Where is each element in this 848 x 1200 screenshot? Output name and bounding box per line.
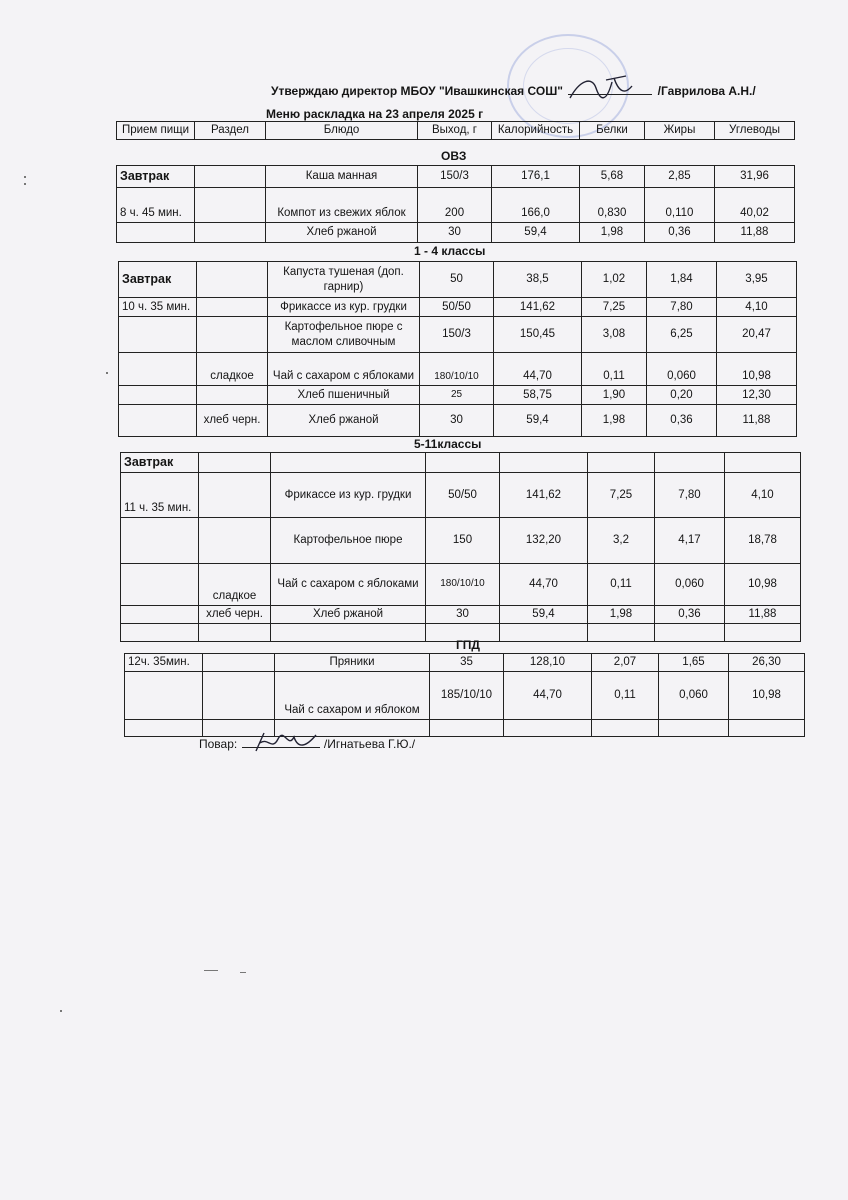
table-row <box>121 453 801 473</box>
dish-name: Фрикассе из кур. грудки <box>268 298 420 317</box>
table-ovz <box>116 165 795 243</box>
table-grades-5-11 <box>120 452 801 642</box>
scan-speck <box>240 972 246 973</box>
col-protein: Белки <box>580 122 645 140</box>
director-name: /Гаврилова А.Н./ <box>657 84 756 98</box>
section-label: сладкое <box>199 564 271 606</box>
table-row: Картофельное пюре с маслом сливочным 150/3 150,45 3,08 6,25 20,47 <box>119 317 797 353</box>
section-title-ovz: ОВЗ <box>441 149 467 163</box>
table-row: Завтрак Капуста тушеная (доп. гарнир) 50 38,5 1,02 1,84 3,95 <box>119 262 797 298</box>
section-label: хлеб черн. <box>199 606 271 624</box>
dish-name: Хлеб пшеничный <box>268 386 420 405</box>
section-label: сладкое <box>197 353 268 386</box>
table-row: 8 ч. 45 мин. Компот из свежих яблок 200 166,0 0,830 0,110 40,02 <box>117 188 795 223</box>
dish-name: Каша манная <box>266 166 418 188</box>
scan-speck <box>24 176 26 178</box>
cook-name: /Игнатьева Г.Ю./ <box>323 737 416 751</box>
dish-name: Чай с сахаром с яблоками <box>268 353 420 386</box>
col-yield: Выход, г <box>418 122 492 140</box>
dish-name: Хлеб ржаной <box>271 606 426 624</box>
col-section: Раздел <box>195 122 266 140</box>
dish-name: Чай с сахаром и яблоком <box>275 672 430 720</box>
col-kcal: Калорийность <box>492 122 580 140</box>
column-header-table <box>116 121 795 140</box>
col-fat: Жиры <box>645 122 715 140</box>
scan-speck <box>204 970 218 971</box>
section-title-grades-5-11: 5-11классы <box>414 437 482 451</box>
table-row: Хлеб ржаной 30 59,4 1,98 0,36 11,88 <box>117 223 795 243</box>
scan-speck <box>60 1010 62 1012</box>
dish-name: Фрикассе из кур. грудки <box>271 473 426 518</box>
table-row: сладкое Чай с сахаром с яблоками 180/10/10 44,70 0,11 0,060 10,98 <box>121 564 801 606</box>
cook-label: Повар: <box>199 737 238 751</box>
table-row: сладкое Чай с сахаром с яблоками 180/10/10 44,70 0,11 0,060 10,98 <box>119 353 797 386</box>
page-title: Меню раскладка на 23 апреля 2025 г <box>266 107 484 121</box>
section-title-grades-1-4: 1 - 4 классы <box>414 244 486 258</box>
col-carbs: Углеводы <box>715 122 795 140</box>
table-grades-1-4 <box>118 261 797 437</box>
meal-label: Завтрак <box>121 453 199 473</box>
dish-name: Хлеб ржаной <box>268 405 420 437</box>
cook-signature <box>250 729 320 757</box>
dish-name: Пряники <box>275 654 430 672</box>
director-signature <box>566 74 636 106</box>
table-row: Хлеб пшеничный 25 58,75 1,90 0,20 12,30 <box>119 386 797 405</box>
table-row <box>125 720 805 737</box>
section-title-gpd: ГПД <box>456 638 480 652</box>
meal-time: 10 ч. 35 мин. <box>119 298 197 317</box>
meal-time: 11 ч. 35 мин. <box>121 473 199 518</box>
dish-name: Чай с сахаром с яблоками <box>271 564 426 606</box>
scan-speck <box>24 183 26 185</box>
table-row: Чай с сахаром и яблоком 185/10/10 44,70 0,11 0,060 10,98 <box>125 672 805 720</box>
table-row: 12ч. 35мин. Пряники 35 128,10 2,07 1,65 26,30 <box>125 654 805 672</box>
table-row: хлеб черн. Хлеб ржаной 30 59,4 1,98 0,36 11,88 <box>119 405 797 437</box>
table-row: хлеб черн. Хлеб ржаной 30 59,4 1,98 0,36 11,88 <box>121 606 801 624</box>
meal-label: Завтрак <box>117 166 195 188</box>
meal-time: 8 ч. 45 мин. <box>117 188 195 223</box>
table-row: 11 ч. 35 мин. Фрикассе из кур. грудки 50/50 141,62 7,25 7,80 4,10 <box>121 473 801 518</box>
approval-text: Утверждаю директор МБОУ "Ивашкинская СОШ" <box>271 84 563 98</box>
dish-name: Картофельное пюре <box>271 518 426 564</box>
table-gpd <box>124 653 805 737</box>
dish-name: Капуста тушеная (доп. гарнир) <box>268 262 420 298</box>
col-dish: Блюдо <box>266 122 418 140</box>
dish-name: Хлеб ржаной <box>266 223 418 243</box>
scan-speck <box>106 372 108 374</box>
meal-label: Завтрак <box>119 262 197 298</box>
column-header-row <box>117 122 795 140</box>
meal-time: 12ч. 35мин. <box>125 654 203 672</box>
dish-name: Компот из свежих яблок <box>266 188 418 223</box>
dish-name: Картофельное пюре с маслом сливочным <box>268 317 420 353</box>
section-label: хлеб черн. <box>197 405 268 437</box>
table-row: Завтрак Каша манная 150/3 176,1 5,68 2,85 31,96 <box>117 166 795 188</box>
table-row: Картофельное пюре 150 132,20 3,2 4,17 18,78 <box>121 518 801 564</box>
approval-line <box>271 84 756 98</box>
table-row: 10 ч. 35 мин. Фрикассе из кур. грудки 50/50 141,62 7,25 7,80 4,10 <box>119 298 797 317</box>
col-meal: Прием пищи <box>117 122 195 140</box>
